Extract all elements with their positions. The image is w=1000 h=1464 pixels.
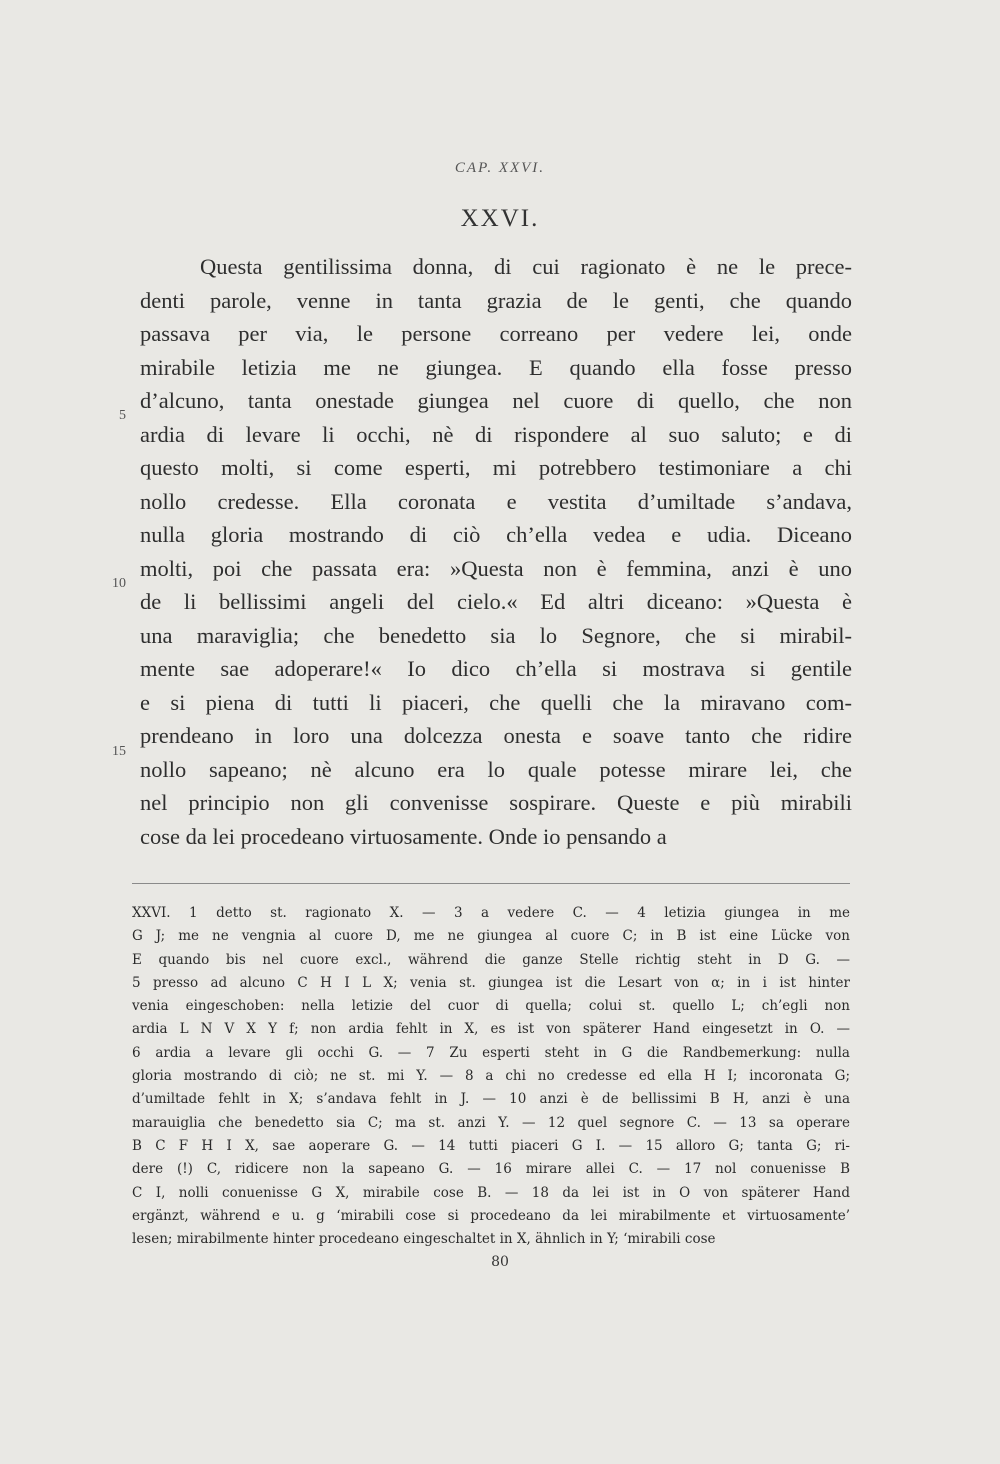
- text-line: d’alcuno, tanta onestade giungea nel cuore di quello, che non: [140, 388, 852, 413]
- text-line: nollo credesse. Ella coronata e vestita d’umiltade s’andava,: [140, 488, 852, 514]
- main-text: [112, 250, 852, 853]
- text-line: e si piena di tutti li piaceri, che quelli che la miravano com-: [140, 689, 852, 715]
- chapter-title: XXVI.: [460, 205, 540, 232]
- text-line: nel principio non gli convenisse sospirare. Queste e più mirabili: [140, 790, 852, 815]
- running-head: CAP. XXVI.: [454, 160, 546, 176]
- line-number: 15: [112, 744, 126, 759]
- note-line: dere (!) C, ridicere non la sapeano G. — 16 mirare allei C. — 17 nol conuenisse B: [132, 1161, 850, 1178]
- text-line: ardia di levare li occhi, nè di rispondere al suo saluto; e di: [140, 421, 852, 447]
- critical-apparatus: [132, 902, 850, 1251]
- note-line: ardia L N V X Y f; non ardia fehlt in X, es ist von späterer Hand eingesetzt in O. —: [132, 1021, 850, 1038]
- note-line: d’umiltade fehlt in X; s’andava fehlt in J. — 10 anzi è de bellissimi B H, anzi è una: [132, 1091, 850, 1108]
- text-line: cose da lei procedeano virtuosamente. Onde io pensando a: [140, 823, 667, 849]
- text-line: nollo sapeano; nè alcuno era lo quale potesse mirare lei, che: [140, 756, 852, 782]
- note-line: lesen; mirabilmente hinter procedeano eingeschaltet in X, ähnlich in Y; ‘mirabili cose: [132, 1231, 716, 1248]
- footnote-rule: [132, 883, 850, 884]
- text-line: molti, poi che passata era: »Questa non è femmina, anzi è uno: [140, 555, 852, 581]
- text-line: Questa gentilissima donna, di cui ragionato è ne le prece-: [200, 254, 852, 279]
- note-line: marauiglia che benedetto sia C; ma st. anzi Y. — 12 quel segnore C. — 13 sa operare: [132, 1114, 850, 1131]
- note-line: ergänzt, während e u. g ‘mirabili cose si procedeano da lei mirabilmente et virtuosamente’: [132, 1207, 850, 1224]
- text-line: passava per via, le persone correano per vedere lei, onde: [140, 321, 852, 346]
- line-number: 5: [119, 408, 126, 423]
- text-line: questo molti, si come esperti, mi potrebbero testimoniare a chi: [140, 455, 852, 480]
- page-number: 80: [491, 1254, 509, 1270]
- note-line: 6 ardia a levare gli occhi G. — 7 Zu esperti steht in G die Randbemerkung: nulla: [132, 1044, 850, 1061]
- text-line: nulla gloria mostrando di ciò ch’ella vedea e udia. Diceano: [140, 522, 852, 547]
- text-line: mente sae adoperare!« Io dico ch’ella si mostrava si gentile: [140, 656, 852, 681]
- note-line: E quando bis nel cuore excl., während die ganze Stelle richtig steht in D G. —: [132, 951, 850, 968]
- text-line: una maraviglia; che benedetto sia lo Segnore, che si mirabil-: [140, 622, 852, 648]
- note-line: XXVI. 1 detto st. ragionato X. — 3 a vedere C. — 4 letizia giungea in me: [132, 905, 850, 921]
- note-line: venia eingeschoben: nella letizie del cuor di quella; colui st. quello L; ch’egli non: [132, 998, 850, 1015]
- line-number: 10: [112, 576, 126, 591]
- note-line: C I, nolli conuenisse G X, mirabile cose B. — 18 da lei ist in O von späterer Hand: [132, 1184, 850, 1201]
- note-line: gloria mostrando di ciò; ne st. mi Y. — 8 a chi no credesse ed ella H I; incoronata G;: [132, 1068, 850, 1085]
- text-line: de li bellissimi angeli del cielo.« Ed altri diceano: »Questa è: [140, 589, 852, 614]
- text-line: mirabile letizia me ne giungea. E quando ella fosse presso: [140, 354, 852, 380]
- note-line: B C F H I X, sae aoperare G. — 14 tutti piaceri G I. — 15 alloro G; tanta G; ri-: [132, 1137, 850, 1154]
- text-line: prendeano in loro una dolcezza onesta e soave tanto che ridire: [140, 723, 852, 748]
- text-line: denti parole, venne in tanta grazia de le genti, che quando: [140, 287, 852, 313]
- note-line: 5 presso ad alcuno C H I L X; venia st. giungea ist die Lesart von α; in i ist hinter: [132, 974, 850, 991]
- note-line: G J; me ne vengnia al cuore D, me ne giungea al cuore C; in B ist eine Lücke von: [132, 928, 850, 945]
